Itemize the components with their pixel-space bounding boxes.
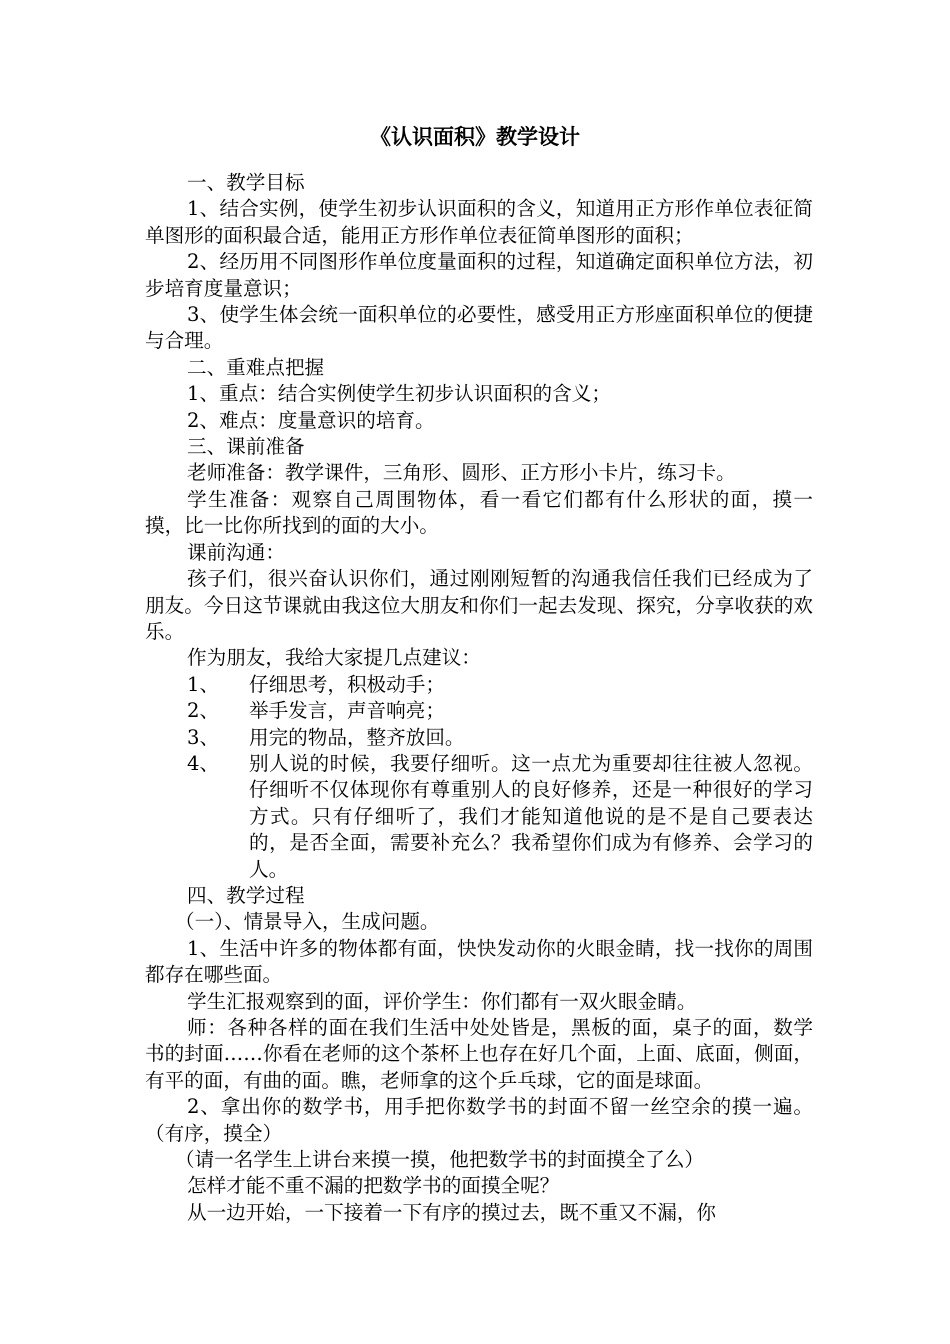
suggestion-number: 3、 [187, 725, 220, 749]
document-body [145, 170, 813, 1226]
student-preparation: 学生准备：观察自己周围物体，看一看它们都有什么形状的面，摸一摸，比一比你所找到的面的大小。 [145, 487, 813, 538]
suggestion-item [145, 725, 813, 751]
section-heading-goals: 一、教学目标 [187, 171, 305, 194]
process-paragraph: 师：各种各样的面在我们生活中处处皆是，黑板的面，桌子的面，数学书的封面……你看在老师的这个茶杯上也存在好几个面，上面、底面，侧面，有平的面，有曲的面。瞧，老师拿的这个乒乓球，它的面是球面。 [145, 1016, 813, 1092]
suggestion-text: 举手发言，声音响亮； [249, 699, 445, 723]
process-subheading: （一）、情景导入，生成问题。 [175, 910, 440, 934]
difficult-point: 2、难点：度量意识的培育。 [187, 408, 435, 432]
suggestion-text: 别人说的时候，我要仔细听。这一点尤为重要却往往被人忽视。仔细听不仅体现你有尊重别人的良好修养，还是一种很好的学习方式。只有仔细听了，我们才能知道他说的是不是自己要表达的，是否全面，需要补充么？我希望你们成为有修养、会学习的人。 [249, 751, 813, 881]
goal-1: 1、结合实例，使学生初步认识面积的含义，知道用正方形作单位表征简单图形的面积最合适，能用正方形作单位表征简单图形的面积； [145, 197, 813, 247]
process-paragraph: 1、生活中许多的物体都有面，快快发动你的火眼金睛，找一找你的周围都存在哪些面。 [145, 936, 813, 987]
pre-class-heading: 课前沟通： [187, 540, 285, 564]
suggestion-text: 仔细思考，积极动手； [249, 672, 445, 696]
goal-2: 2、经历用不同图形作单位度量面积的过程，知道确定面积单位方法，初步培育度量意识； [145, 250, 813, 300]
key-point: 1、重点：结合实例使学生初步认识面积的含义； [187, 382, 611, 406]
section-heading-key-points: 二、重难点把握 [187, 355, 325, 379]
teacher-preparation: 老师准备：教学课件，三角形、圆形、正方形小卡片，练习卡。 [187, 461, 736, 485]
pre-class-talk: 孩子们，很兴奋认识你们，通过刚刚短暂的沟通我信任我们已经成为了朋友。今日这节课就由我这位大朋友和你们一起去发现、探究，分享收获的欢乐。 [145, 567, 813, 643]
suggestion-text: 用完的物品，整齐放回。 [249, 725, 465, 749]
suggestion-number: 2、 [187, 699, 220, 723]
suggestion-item [145, 698, 813, 724]
suggestion-number: 1、 [187, 672, 220, 696]
process-paragraph: （请一名学生上讲台来摸一摸，他把数学书的封面摸全了么） [175, 1148, 705, 1172]
process-paragraph: 怎样才能不重不漏的把数学书的面摸全呢？ [187, 1174, 560, 1198]
process-paragraph: 2、拿出你的数学书，用手把你数学书的封面不留一丝空余的摸一遍。（有序，摸全） [145, 1095, 813, 1145]
process-paragraph: 从一边开始，一下接着一下有序的摸过去，既不重又不漏，你 [187, 1200, 717, 1224]
section-heading-preparation: 三、课前准备 [187, 435, 305, 459]
suggestion-item [145, 672, 813, 698]
suggestions-intro: 作为朋友，我给大家提几点建议： [187, 646, 481, 670]
goal-3: 3、使学生体会统一面积单位的必要性，感受用正方形座面积单位的便捷与合理。 [145, 303, 813, 353]
suggestion-number: 4、 [187, 751, 220, 775]
process-paragraph: 学生汇报观察到的面，评价学生：你们都有一双火眼金睛。 [187, 989, 697, 1013]
suggestion-item [145, 751, 813, 883]
section-heading-process: 四、教学过程 [187, 883, 305, 907]
document-title: 《认识面积》教学设计 [370, 124, 580, 149]
